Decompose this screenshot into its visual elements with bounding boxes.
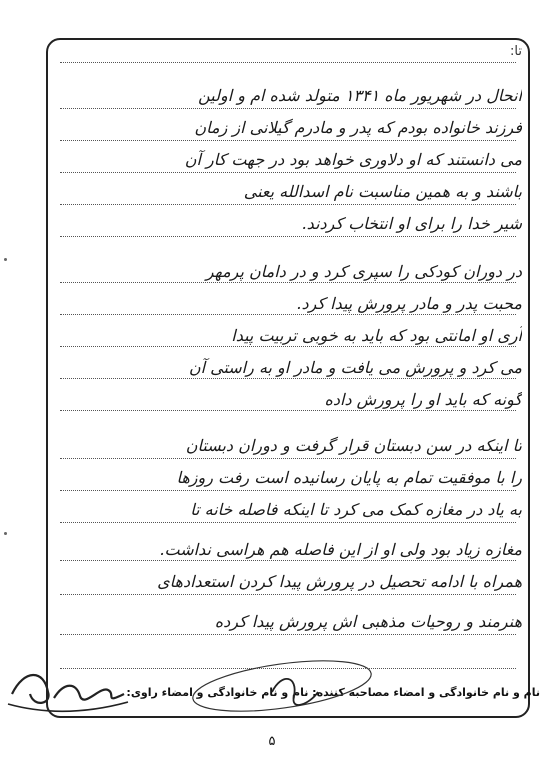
ruled-line bbox=[60, 236, 516, 237]
handwritten-line-12: را با موفقیت تمام به پایان رسانیده است رفت روزها bbox=[176, 468, 522, 487]
ruled-line bbox=[60, 140, 516, 141]
scan-speck bbox=[4, 532, 7, 535]
handwritten-line-10: گونه که باید او را پرورش داده bbox=[324, 390, 522, 409]
handwritten-line-11: تا اینکه در سن دبستان قرار گرفت و دوران دبستان bbox=[185, 436, 522, 455]
handwritten-line-6: در دوران کودکی را سپری کرد و در دامان پرمهر bbox=[205, 262, 522, 281]
ruled-line bbox=[60, 282, 516, 283]
handwritten-line-1: انحال در شهریور ماه ۱۳۴۱ متولد شده ام و اولین bbox=[198, 86, 522, 105]
ruled-line bbox=[60, 490, 516, 491]
scan-speck bbox=[4, 258, 7, 261]
ruled-line bbox=[60, 108, 516, 109]
handwritten-line-16: هنرمند و روحیات مذهبی اش پرورش پیدا کرده bbox=[214, 612, 522, 631]
handwritten-line-14: مغازه زیاد بود ولی او از این فاصله هم هراسی نداشت. bbox=[159, 540, 522, 559]
ruled-line bbox=[60, 634, 516, 635]
ruled-line bbox=[60, 314, 516, 315]
ruled-line bbox=[60, 410, 516, 411]
ruled-line bbox=[60, 172, 516, 173]
handwritten-line-2: فرزند خانواده بودم که پدر و مادرم گیلانی از زمان bbox=[194, 118, 522, 137]
ruled-line bbox=[60, 594, 516, 595]
page-number: ۵ bbox=[268, 734, 276, 749]
handwritten-line-7: محبت پدر و مادر پرورش پیدا کرد. bbox=[296, 294, 522, 313]
ruled-line bbox=[60, 62, 516, 63]
handwritten-line-9: می کرد و پرورش می یافت و مادر او به راستی آن bbox=[188, 358, 522, 377]
handwritten-line-4: باشند و به همین مناسبت نام اسدالله یعنی bbox=[243, 182, 522, 201]
ruled-line bbox=[60, 458, 516, 459]
ruled-line bbox=[60, 522, 516, 523]
corner-mark: تا: bbox=[510, 44, 522, 59]
handwritten-line-3: می دانستند که او دلاوری خواهد بود در جهت کار آن bbox=[184, 150, 522, 169]
ruled-line bbox=[60, 204, 516, 205]
ruled-line bbox=[60, 346, 516, 347]
signature-footer-label: نام و نام خانوادگی و امضاء مصاحبه کننده: نام و نام خانوادگی و امضاء راوی: bbox=[126, 686, 540, 699]
narrator-signature bbox=[4, 664, 134, 720]
ruled-line bbox=[60, 378, 516, 379]
handwritten-line-15: همراه با ادامه تحصیل در پرورش پیدا کردن استعدادهای bbox=[157, 572, 522, 591]
interviewer-signature bbox=[172, 652, 372, 722]
handwritten-line-5: شیر خدا را برای او انتخاب کردند. bbox=[301, 214, 522, 233]
handwritten-line-8: آری او امانتی بود که باید به خوبی تربیت پیدا bbox=[231, 326, 522, 345]
ruled-line bbox=[60, 560, 516, 561]
handwritten-line-13: به یاد در مغازه کمک می کرد تا اینکه فاصله خانه تا bbox=[190, 500, 522, 519]
